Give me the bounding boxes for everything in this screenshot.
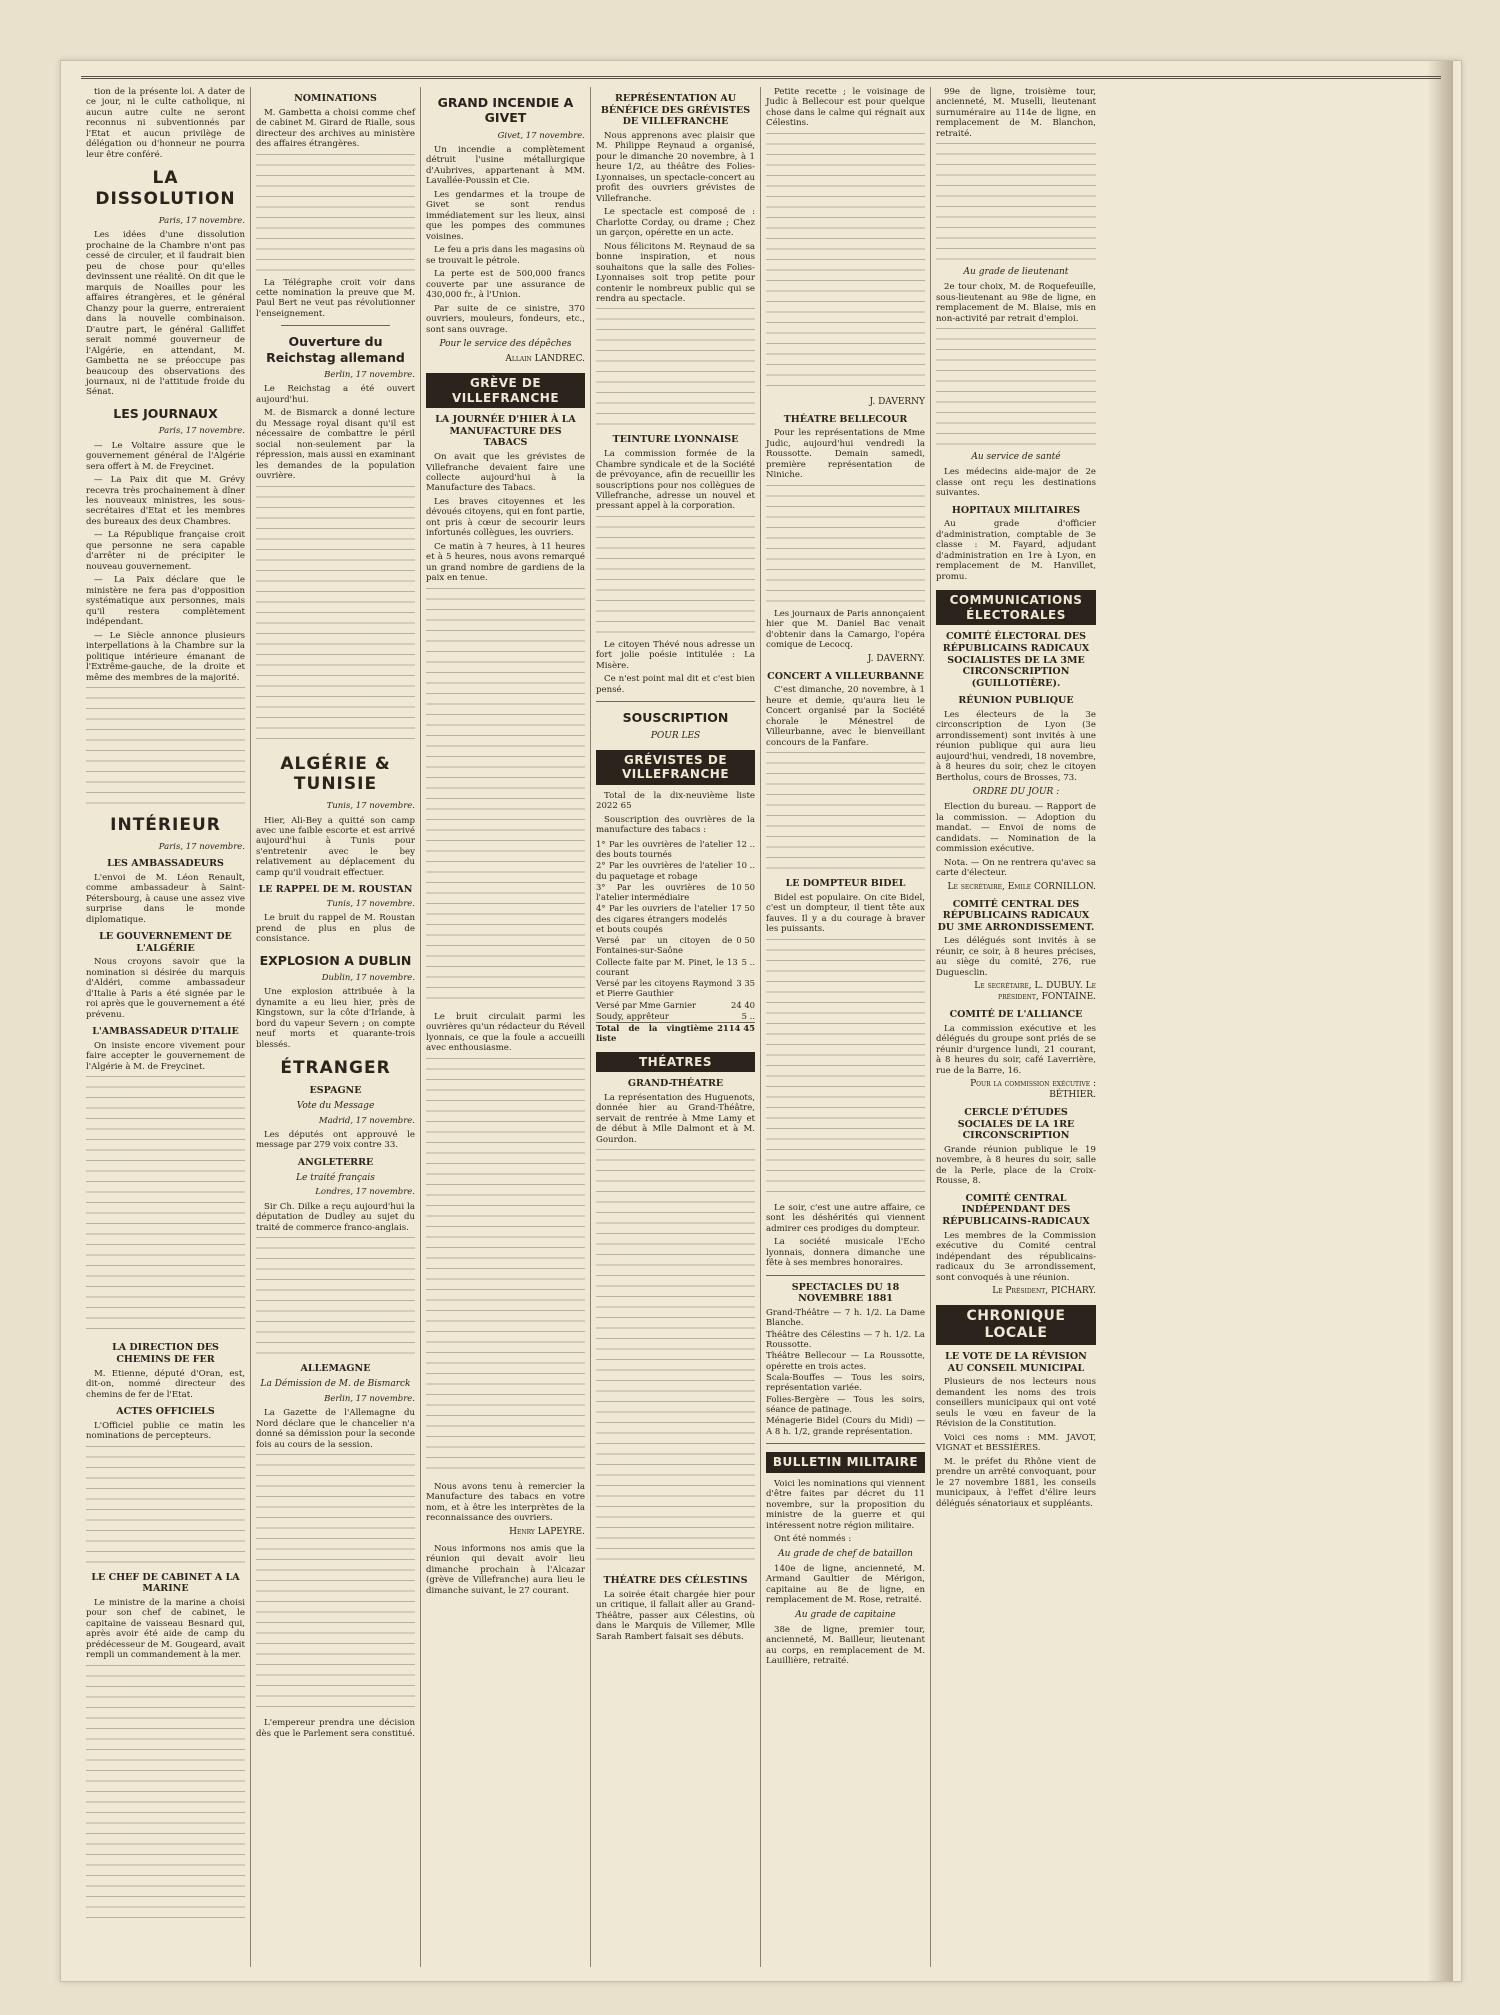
illegible-text-block — [426, 1058, 585, 1478]
article-text: Hier, Ali-Bey a quitté son camp avec une faible escorte et est arrivé aujourd'hui à Tunis pour s'entretenir avec le bey relativement au déplacement du camp qu'il voudrait effectuer. — [256, 815, 415, 878]
article-text: Election du bureau. — Rapport de la commission. — Adoption du mandat. — Envoi de noms de candidats. — Nomination de la commission exécutive. — [936, 802, 1096, 855]
subhead: LES AMBASSADEURS — [107, 858, 224, 870]
subhead: COMITÉ CENTRAL INDÉPENDANT DES RÉPUBLICAINS-RADICAUX — [942, 1192, 1090, 1228]
programme-line: Théâtre des Célestins — 7 h. 1/2. La Roussotte. — [766, 1329, 925, 1350]
subhead: RÉUNION PUBLIQUE — [958, 695, 1074, 707]
article-text: On avait que les grévistes de Villefranche devaient faire une collecte aujourd'hui à la Manufacture des Tabacs. — [426, 452, 585, 494]
article-text: M. Gambetta a choisi comme chef de cabinet M. Girard de Rialle, sous directeur des archives au ministère des affaires étrangères. — [256, 107, 415, 150]
subhead: LE RAPPEL DE M. ROUSTAN — [258, 884, 413, 896]
service-note: Pour le service des dépêches — [439, 339, 572, 350]
article-text: Le Reichstag a été ouvert aujourd'hui. — [256, 384, 415, 405]
article-text: M. le préfet du Rhône vient de prendre un arrêté convoquant, pour le 27 novembre 1881, les conseils municipaux, à l'effet d'élire leurs délégués sénatoriaux et suppléants. — [936, 1456, 1096, 1509]
subscription-row: 1° Par les ouvrières de l'atelier des bouts tournés 12 .. — [596, 838, 755, 860]
divider — [766, 1443, 925, 1444]
illegible-text-block — [766, 939, 925, 1199]
article-text: La perte est de 500,000 francs couverte par une assurance de 430,000 fr., à l'Union. — [426, 269, 585, 301]
subhead: COMITÉ ÉLECTORAL DES RÉPUBLICAINS RADICAUX SOCIALISTES DE LA 3ME CIRCONSCRIPTION (GUILLOTIÈRE). — [942, 631, 1090, 689]
article-text: Voici les nominations qui viennent d'être faites par décret du 11 novembre, sur la proposition du ministre de la guerre et qui intéressent notre région militaire. — [766, 1478, 925, 1531]
article-text: — La Paix dit que M. Grévy recevra très prochainement à dîner les nouveaux ministres, les sous-secrétaires d'Etat et les membres des bureaux des deux Chambres. — [86, 475, 245, 527]
column-6 — [931, 87, 1101, 1967]
subscription-list — [596, 839, 755, 1021]
subscription-row: Soudy, apprêteur 5 .. — [596, 1010, 755, 1021]
article-text: Les délégués sont invités à se réunir, ce soir, à 8 heures précises, au siège du comité, 276, rue Duguesclin. — [936, 936, 1096, 978]
subhead: ESPAGNE — [309, 1085, 362, 1097]
subhead: REPRÉSENTATION AU BÉNÉFICE DES GRÉVISTES DE VILLEFRANCHE — [600, 93, 751, 128]
headline-dissolution: LA DISSOLUTION — [95, 168, 236, 210]
article-text: On insiste encore vivement pour faire accepter le gouvernement de l'Algérie à M. de Freycinet. — [86, 1040, 245, 1072]
illegible-text-block — [256, 1237, 415, 1357]
dateline: Paris, 17 novembre. — [158, 215, 245, 226]
signature: J. DAVERNY. — [867, 653, 925, 664]
article-text: La soirée était chargée hier pour un critique, il fallait aller au Grand-Théâtre, passer aux Célestins, où dans le Marquis de Villemer, Mlle Sarah Rambert faisait ses débuts. — [596, 1589, 755, 1642]
article-text: 99e de ligne, troisième tour, ancienneté, M. Muselli, lieutenant surnuméraire au 114e de ligne, en remplacement de M. Blanchon, retraité. — [936, 87, 1096, 139]
subhead: LE CHEF DE CABINET A LA MARINE — [91, 1571, 240, 1595]
subhead: GRAND-THÉATRE — [627, 1078, 724, 1090]
illegible-text-block — [766, 485, 925, 605]
subscription-row: 4° Par les ouvriers de l'atelier des cigares étrangers modelés et bouts coupés 17 50 — [596, 903, 755, 934]
article-text: Les braves citoyennes et les dévoués citoyens, qui en font partie, ont pris à cœur de secourir leurs infortunés collègues, les ouvriers. — [426, 496, 585, 539]
subscription-row: 3° Par les ouvrières de l'atelier intermédiaire 10 50 — [596, 881, 755, 903]
headline-reichstag: Ouverture du Reichstag allemand — [266, 334, 405, 365]
article-text: Bidel est populaire. On cite Bidel, c'est un dompteur, il tient tête aux fauves. Il y a du courage à braver les puissants. — [766, 892, 925, 935]
article-text: Nous informons nos amis que la réunion qui devait avoir lieu dimanche prochain à l'Alcazar (grève de Villefranche) aura lieu le dimanche suivant, le 27 courant. — [426, 1543, 585, 1596]
subhead: THÉATRE DES CÉLESTINS — [603, 1575, 748, 1587]
column-5 — [761, 87, 931, 1967]
article-text: 140e de ligne, ancienneté, M. Armand Gaultier de Mérigon, capitaine au 8e de ligne, en remplacement de M. Rose, retraité. — [766, 1563, 925, 1606]
subhead-italic: Vote du Message — [296, 1100, 375, 1111]
article-text: tion de la présente loi. A dater de ce jour, ni le culte catholique, ni aucun autre culte ne seront reconnus ni subventionnés par l'Etat et aucun privilège de délégation ou d'honneur ne pourra leur être conféré. — [86, 87, 245, 160]
illegible-text-block — [86, 1076, 245, 1336]
illegible-text-block — [766, 752, 925, 872]
illegible-text-block — [596, 308, 755, 428]
article-text: C'est dimanche, 20 novembre, à 1 heure et demie, qu'aura lieu le Concert organisé par la Société chorale le Ménestrel de Villeurbanne, avec le bienveillant concours de la Fanfare. — [766, 685, 925, 748]
subhead: ACTES OFFICIELS — [116, 1406, 215, 1418]
dateline: Berlin, 17 novembre. — [324, 369, 415, 380]
subhead: COMITÉ CENTRAL DES RÉPUBLICAINS RADICAUX DU 3ME ARRONDISSEMENT. — [937, 898, 1095, 933]
illegible-text-block — [256, 486, 415, 746]
dateline: Londres, 17 novembre. — [315, 1187, 415, 1198]
article-text: Le feu a pris dans les magasins où se trouvait le pétrole. — [426, 245, 585, 266]
article-text: Sir Ch. Dilke a reçu aujourd'hui la députation de Dudley au sujet du traité de commerce franco-anglais. — [256, 1201, 415, 1233]
top-rule — [81, 76, 1441, 79]
article-text: Grande réunion publique le 19 novembre, à 8 heures du soir, salle de la Perle, place de la Croix-Rousse, 8. — [936, 1144, 1096, 1187]
subhead: COMITÉ DE L'ALLIANCE — [949, 1009, 1083, 1021]
programme-line: Ménagerie Bidel (Cours du Midi) — A 8 h. 1/2, grande représentation. — [766, 1416, 925, 1437]
subhead: L'AMBASSADEUR D'ITALIE — [92, 1026, 239, 1038]
article-text: Les électeurs de la 3e circonscription de Lyon (3e arrondissement) sont invités à une réunion publique qui aura lieu aujourd'hui, vendredi, 18 novembre, à 8 heures du soir, chez le citoyen Bertholus, cours de Brosses, 73. — [936, 709, 1096, 783]
subhead: THÉATRE BELLECOUR — [783, 413, 908, 425]
subhead: ALLEMAGNE — [300, 1363, 371, 1375]
article-text: Les idées d'une dissolution prochaine de la Chambre n'ont pas cessé de circuler, et il faudrait bien peu de chose pour qu'elles devinssent une réalité. On dit que le marquis de Noailles pour les affaires étrangères, et le général Chanzy pour la guerre, entreraient dans la nouvelle combinaison. D'autre part, le général Galliffet serait nommé gouverneur de l'Algérie, en attendant, M. Gambetta ne se préoccupe pas beaucoup des observations des journaux, ni de l'attitude froide du Sénat. — [86, 230, 245, 398]
subhead: LE VOTE DE LA RÉVISION AU CONSEIL MUNICIPAL — [945, 1351, 1087, 1374]
article-text: M. de Bismarck a donné lecture du Message royal disant qu'il est nécessaire de combattre le péril social non-seulement par la répression, mais aussi en examinant les demandes de la population ouvrière. — [256, 408, 415, 482]
illegible-text-block — [86, 1665, 245, 1925]
article-text: Au grade d'officier d'administration, comptable de 3e classe : M. Fayard, adjudant d'administration en 1re à Lyon, en remplacement de M. Hanvillet, promu. — [936, 519, 1096, 582]
article-text: — La République française croit que personne ne sera capable d'arrêter ni de précipiter le nouveau gouvernement. — [86, 530, 245, 572]
subscription-row: Versé par un citoyen de Fontaines-sur-Saône 0 50 — [596, 935, 755, 956]
article-text: Le spectacle est composé de : Charlotte Corday, ou drame ; Chez un garçon, opérette en un acte. — [596, 207, 755, 239]
illegible-text-block — [766, 133, 925, 393]
headline-bulletin: BULLETIN MILITAIRE — [766, 1452, 925, 1473]
subhead: ANGLETERRE — [297, 1156, 374, 1168]
article-text: Le citoyen Thévé nous adresse un fort jolie poésie intitulée : La Misère. — [596, 639, 755, 671]
dateline: Dublin, 17 novembre. — [321, 973, 415, 984]
headline-algerie: ALGÉRIE & TUNISIE — [280, 753, 391, 795]
subhead-italic: Au service de santé — [971, 452, 1061, 463]
article-text: Nous croyons savoir que la nomination si désirée du marquis d'Aldéri, comme ambassadeur d'Italie à Paris a été signée par le roi après que le gouvernement a été prévenu. — [86, 957, 245, 1020]
signature: Le secrétaire, Emile CORNILLON. — [947, 881, 1096, 892]
headline-chronique: CHRONIQUE LOCALE — [936, 1305, 1096, 1345]
column-3 — [421, 87, 591, 1967]
article-text: Le ministre de la marine a choisi pour son chef de cabinet, le capitaine de vaisseau Besnard qui, après avoir été aide de camp du prédécesseur de M. Gougeard, avait rempli un commandement à la mer. — [86, 1597, 245, 1661]
signature: Le secrétaire, L. DUBUY. Le président, FONTAINE. — [974, 981, 1096, 1003]
column-1 — [81, 87, 251, 1967]
subhead: NOMINATIONS — [294, 93, 377, 104]
article-text: Le soir, c'est une autre affaire, ce sont les déshérités qui viennent admirer ces prodiges du dompteur. — [766, 1202, 925, 1234]
subhead-italic: Le traité français — [296, 1172, 375, 1183]
article-text: Le bruit du rappel de M. Roustan prend de plus en plus de consistance. — [256, 913, 415, 945]
programme-list — [766, 1308, 925, 1437]
article-text: Les journaux de Paris annonçaient hier que M. Daniel Bac venait d'obtenir dans la Camargo, l'opéra comique de Lecocq. — [766, 608, 925, 651]
subhead: CONCERT A VILLEURBANNE — [767, 670, 924, 682]
headline-journaux: LES JOURNAUX — [113, 405, 218, 421]
divider — [596, 701, 755, 702]
subhead: TEINTURE LYONNAISE — [612, 434, 739, 446]
signature: Pour la commission exécutive : BÉTHIER. — [970, 1079, 1096, 1101]
article-text: La commission formée de la Chambre syndicale et de la Société de prévoyance, afin de recueillir les souscriptions pour nos collègues de Villefranche, adresse un nouvel et pressant appel à la corporation. — [596, 449, 755, 512]
article-text: M. Etienne, député d'Oran, est, dit-on, nommé directeur des chemins de fer de l'Etat. — [86, 1368, 245, 1400]
subhead: LA DIRECTION DES CHEMINS DE FER — [112, 1342, 219, 1365]
article-text: Nota. — On ne rentrera qu'avec sa carte d'électeur. — [936, 857, 1096, 879]
newspaper-page — [60, 60, 1462, 1982]
article-text: Les membres de la Commission exécutive du Comité central indépendant des républicains-radicaux du 3e arrondissement, sont convoqués à une réunion. — [936, 1230, 1096, 1283]
dateline: Tunis, 17 novembre. — [326, 898, 415, 909]
subhead: CERCLE D'ÉTUDES SOCIALES DE LA 1RE CIRCONSCRIPTION — [957, 1107, 1075, 1142]
headline-etranger: ÉTRANGER — [280, 1058, 391, 1079]
subhead-italic: ORDRE DU JOUR : — [972, 787, 1060, 798]
subhead-italic: La Démission de M. de Bismarck — [260, 1378, 411, 1389]
article-text: La commission exécutive et les délégués du groupe sont priés de se réunir d'urgence lundi, 21 courant, à 8 heures du soir, café Laverrière, rue de la Barre, 16. — [936, 1023, 1096, 1076]
article-text: Total de la dix-neuvième liste 2022 65 — [596, 790, 755, 812]
programme-line: Théâtre Bellecour — La Roussotte, opérette en trois actes. — [766, 1351, 925, 1372]
headline-greve: GRÈVE DE VILLEFRANCHE — [426, 373, 585, 408]
article-text: Les députés ont approuvé le message par 279 voix contre 33. — [256, 1129, 415, 1151]
headline-givet: GRAND INCENDIE A GIVET — [437, 95, 574, 126]
article-text: La Télégraphe croit voir dans cette nomination la preuve que M. Paul Bert ne veut pas révolutionner l'enseignement. — [256, 277, 415, 319]
article-text: 2e tour choix, M. de Roquefeuille, sous-lieutenant au 98e de ligne, en remplacement de M. Blaise, mis en non-activité par retrait d'emploi. — [936, 282, 1096, 324]
subscription-row: Versé par les citoyens Raymond et Pierre Gauthier 3 35 — [596, 978, 755, 999]
article-text: Petite recette ; le voisinage de Judic à Bellecour est pour quelque chose dans le calme qui régnait aux Célestins. — [766, 87, 925, 129]
signature: Allain LANDREC. — [505, 354, 585, 365]
signature: Henry LAPEYRE. — [509, 1526, 585, 1537]
article-text: L'envoi de M. Léon Renault, comme ambassadeur à Saint-Pétersbourg, à cause une assez vive surprise dans le monde diplomatique. — [86, 872, 245, 925]
subscription-row: 2° Par les ouvrières de l'atelier du paquetage et robage 10 .. — [596, 860, 755, 881]
article-text: — La Paix déclare que le ministère ne fera pas d'opposition systématique aux personnes, mais qu'il restera complètement indépendant. — [86, 575, 245, 628]
dateline: Givet, 17 novembre. — [497, 130, 585, 141]
illegible-text-block — [596, 1149, 755, 1569]
signature: Le Président, PICHARY. — [992, 1286, 1096, 1297]
article-text: L'empereur prendra une décision dès que le Parlement sera constitué. — [256, 1718, 415, 1739]
subhead-italic: Au grade de lieutenant — [963, 267, 1069, 278]
article-text: Pour les représentations de Mme Judic, aujourd'hui vendredi la Roussotte. Demain samedi, première représentation de Niniche. — [766, 428, 925, 481]
article-text: Par suite de ce sinistre, 370 ouvriers, mouleurs, fondeurs, etc., sont sans ouvrage. — [426, 303, 585, 335]
dateline: Paris, 17 novembre. — [158, 841, 245, 852]
signature: J. DAVERNY — [869, 396, 925, 407]
headline-dublin: EXPLOSION A DUBLIN — [259, 952, 412, 968]
article-text: Ont été nommés : — [774, 1534, 852, 1545]
programme-line: Grand-Théâtre — 7 h. 1/2. La Dame Blanche. — [766, 1307, 925, 1329]
headline-communications: COMMUNICATIONS ÉLECTORALES — [936, 590, 1096, 625]
article-text: La représentation des Huguenots, donnée hier au Grand-Théâtre, servait de rentrée à Mme Lamy et de début à Mlle Dalmont et à M. Gourdon. — [596, 1092, 755, 1145]
subscription-row: Collecte faite par M. Pinet, le 13 courant 5 .. — [596, 956, 755, 977]
article-text: — Le Siècle annonce plusieurs interpellations à la Chambre sur la politique intérieure émanant de l'Extrême-gauche, de la droite et même des membres de la majorité. — [86, 630, 245, 683]
article-text: L'Officiel publie ce matin les nominations de percepteurs. — [86, 1420, 245, 1442]
article-text: Souscription des ouvrières de la manufacture des tabacs : — [596, 814, 755, 836]
dateline: Berlin, 17 novembre. — [324, 1393, 415, 1404]
subhead: LE GOUVERNEMENT DE L'ALGÉRIE — [99, 931, 232, 954]
divider — [766, 1275, 925, 1276]
article-text: Nous félicitons M. Reynaud de sa bonne inspiration, et nous souhaitons que la salle des Folies-Lyonnaises soit trop petite pour contenir le nombreux public qui se rendra au spectacle. — [596, 241, 755, 304]
article-text: Les médecins aide-major de 2e classe ont reçu les destinations suivantes. — [936, 467, 1096, 499]
divider — [281, 325, 390, 326]
article-text: La société musicale l'Echo lyonnais, donnera dimanche une fête à ses membres honoraires. — [766, 1237, 925, 1269]
article-text: — Le Voltaire assure que le gouvernement général de l'Algérie sera offert à M. de Freycinet. — [86, 440, 245, 472]
dateline: Madrid, 17 novembre. — [318, 1115, 415, 1126]
article-text: Nous apprenons avec plaisir que M. Philippe Reynaud a organisé, pour le dimanche 20 novembre, à 1 heure 1/2, au théâtre des Folies-Lyonnaises, un spectacle-concert au profit des ouvriers grévistes de Villefranche. — [596, 130, 755, 204]
article-text: Une explosion attribuée à la dynamite a eu lieu hier, près de Kingstown, sur la côte d'Irlande, à bord du vapeur Severn ; on compte neuf morts et quarante-trois blessés. — [256, 987, 415, 1050]
headline-interieur: INTÉRIEUR — [110, 815, 221, 836]
illegible-text-block — [936, 328, 1096, 448]
subhead-italic: Au grade de chef de bataillon — [778, 1548, 913, 1559]
article-text: Un incendie a complètement détruit l'usine métallurgique d'Aubrives, appartenant à MM. Lavallée-Poussin et Cie. — [426, 144, 585, 187]
article-text: Ce matin à 7 heures, à 11 heures et à 5 heures, nous avons remarqué un grand nombre de gardiens de la paix en tenue. — [426, 541, 585, 584]
subhead-italic: Au grade de capitaine — [795, 1609, 896, 1620]
subhead: LE DOMPTEUR BIDEL — [785, 878, 906, 890]
dateline: Tunis, 17 novembre. — [326, 801, 415, 812]
article-text: Ce n'est point mal dit et c'est bien pensé. — [596, 674, 755, 695]
article-text: Nous avons tenu à remercier la Manufacture des tabacs en votre nom, et à être les interprètes de la reconnaissance des ouvriers. — [426, 1481, 585, 1524]
subhead: LA JOURNÉE D'HIER À LA MANUFACTURE DES TABACS — [435, 414, 576, 449]
illegible-text-block — [256, 154, 415, 274]
article-text: Plusieurs de nos lecteurs nous demandent les noms des trois conseillers municipaux qui ont voté seuls le vœu en faveur de la Révision de la Constitution. — [936, 1377, 1096, 1430]
illegible-text-block — [256, 1454, 415, 1714]
subscription-row: Versé par Mme Garnier 24 40 — [596, 999, 755, 1010]
illegible-text-block — [596, 516, 755, 636]
article-text: Voici ces noms : MM. JAVOT, VIGNAT et BESSIÈRES. — [936, 1432, 1096, 1454]
headline-theatres: THÉATRES — [596, 1052, 755, 1073]
article-text: Le bruit circulait parmi les ouvrières qu'un rédacteur du Réveil lyonnais, ce que la foule a accueilli avec enthousiasme. — [426, 1011, 585, 1054]
programme-line: Scala-Bouffes — Tous les soirs, représentation variée. — [766, 1373, 925, 1394]
subhead-italic: POUR LES — [650, 730, 701, 741]
dateline: Paris, 17 novembre. — [158, 426, 245, 437]
subscription-total: Total de la vingtième liste 2114 45 — [596, 1023, 755, 1044]
illegible-text-block — [936, 143, 1096, 263]
column-2 — [251, 87, 421, 1967]
subhead: HOPITAUX MILITAIRES — [951, 504, 1081, 516]
illegible-text-block — [86, 1446, 245, 1566]
spectacles-heading: SPECTACLES DU 18 NOVEMBRE 1881 — [791, 1281, 900, 1305]
headline-souscription: SOUSCRIPTION — [622, 710, 729, 726]
illegible-text-block — [426, 588, 585, 1008]
column-4 — [591, 87, 761, 1967]
article-text: 38e de ligne, premier tour, ancienneté, M. Bailleur, lieutenant au corps, en remplacement de M. Lauillière, retraité. — [766, 1624, 925, 1667]
headline-grevistes: GRÉVISTES DE VILLEFRANCHE — [596, 750, 755, 785]
columns — [81, 87, 1441, 1967]
illegible-text-block — [86, 687, 245, 807]
article-text: Les gendarmes et la troupe de Givet se sont rendus immédiatement sur les lieux, ainsi que les pompes des communes voisines. — [426, 189, 585, 242]
article-text: La Gazette de l'Allemagne du Nord déclare que le chancelier n'a donné sa démission pour la seconde fois au cours de la session. — [256, 1408, 415, 1450]
programme-line: Folies-Bergère — Tous les soirs, séance de patinage. — [766, 1394, 925, 1416]
